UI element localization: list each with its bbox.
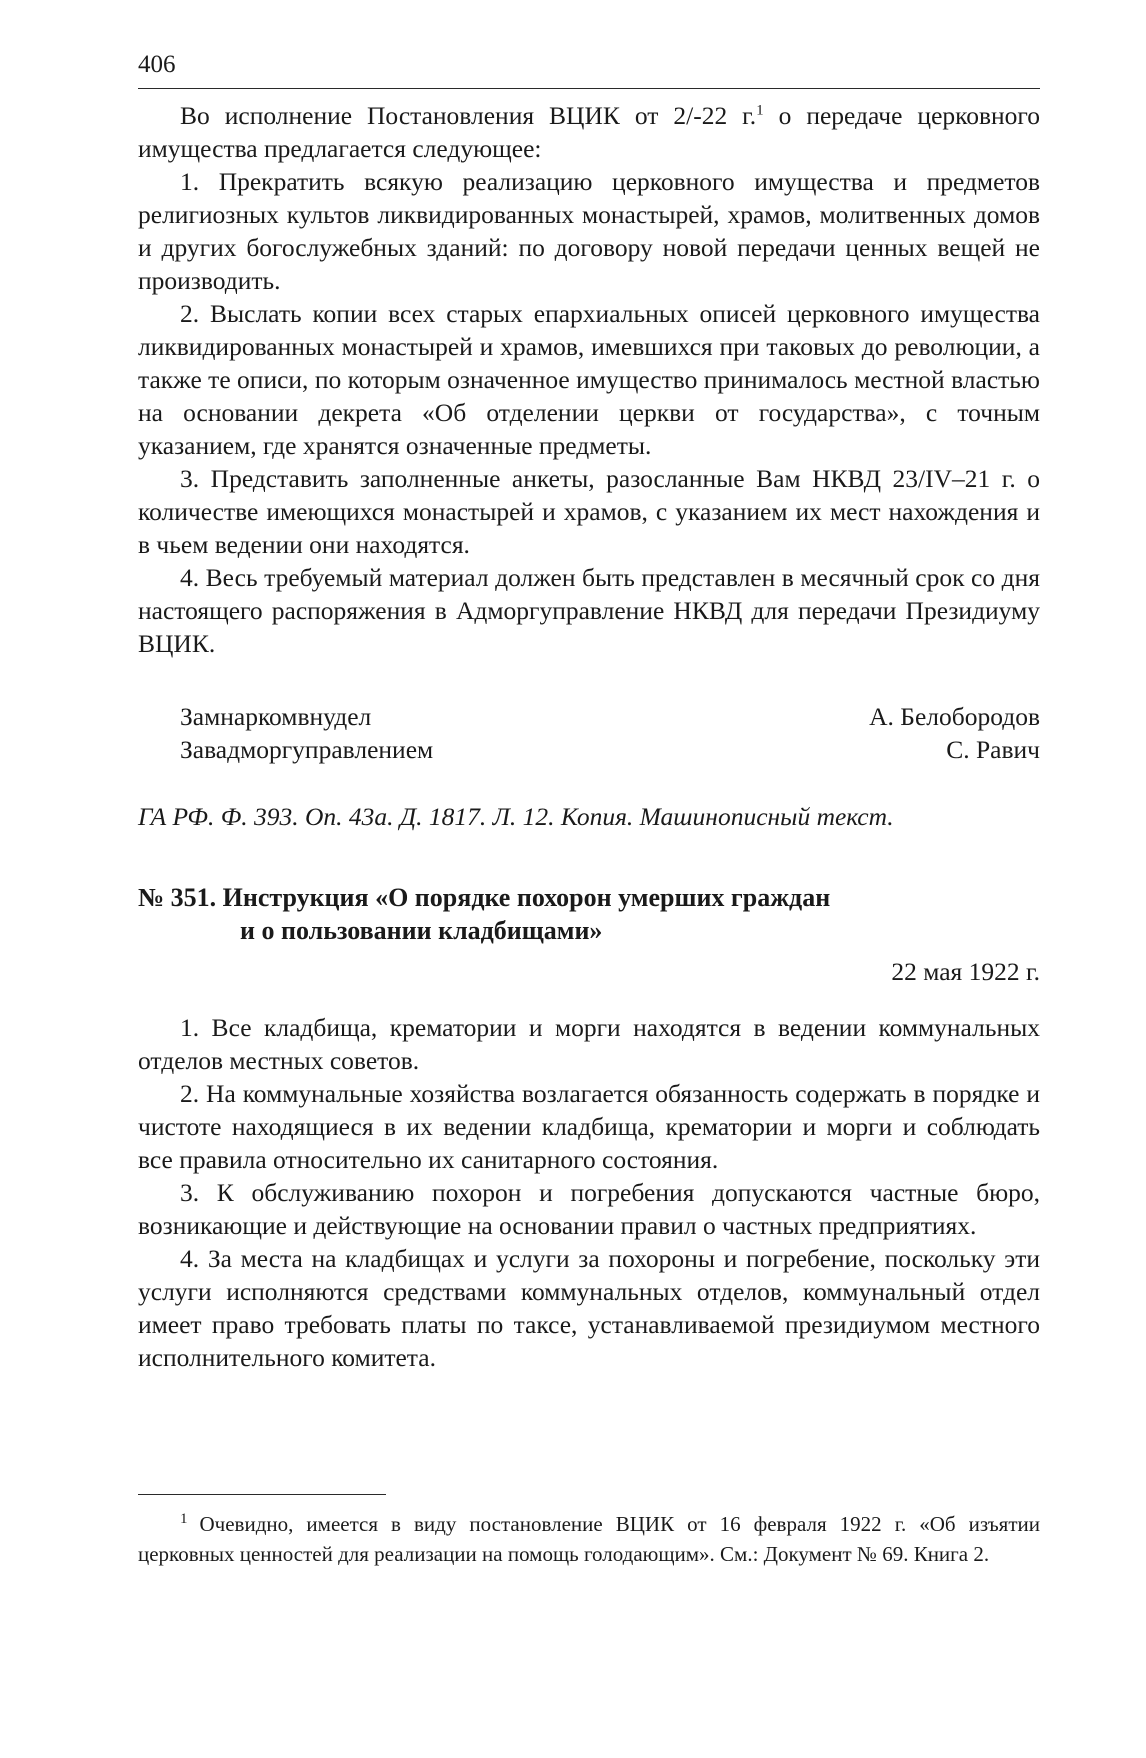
instruction-paragraph-3: 3. К обслуживанию похорон и погребения допускаются частные бюро, возникающие и действующие на основании правил о частных предприятиях. [138, 1178, 1040, 1240]
footnote-reference[interactable]: 1 [756, 102, 764, 119]
footnote-mark: 1 [180, 1511, 188, 1527]
signature-row [180, 700, 1040, 733]
signature-name: А. Белобородов [869, 702, 1040, 731]
document-title-line2: и о пользовании кладбищами» [240, 916, 603, 945]
letter-body [138, 99, 1040, 660]
signature-block [180, 700, 1040, 766]
instruction-paragraph-2: 2. На коммунальные хозяйства возлагается обязанность содержать в порядке и чистоте находящиеся в их ведении кладбища, крематории и морги и соблюдать все правила относительно их санитарного состояния. [138, 1079, 1040, 1174]
signature-position: Замнаркомвнудел [180, 702, 372, 731]
signature-position: Завадморгуправлением [180, 735, 434, 764]
footnote-text: Очевидно, имеется в виду постановление ВЦИК от 16 февраля 1922 г. «Об изъятии церковных ценностей для реализации на помощь голодающим». См.: Документ № 69. Книга 2. [138, 1512, 1040, 1566]
instruction-paragraph-1: 1. Все кладбища, крематории и морги находятся в ведении коммунальных отделов местных советов. [138, 1013, 1040, 1075]
footnote [138, 1509, 1040, 1569]
letter-paragraph-3: 3. Представить заполненные анкеты, разосланные Вам НКВД 23/IV–21 г. о количестве имеющихся монастырей и храмов, с указанием их мест нахождения и в чьем ведении они находятся. [138, 464, 1040, 559]
header-divider [138, 88, 1040, 89]
page-number: 406 [138, 51, 176, 78]
letter-paragraph-intro: Во исполнение Постановления ВЦИК от 2/-22 г.$^1$ о передаче церковного имущества предлагается следующее: [138, 101, 1040, 163]
signature-row [180, 733, 1040, 766]
instruction-paragraph-4: 4. За места на кладбищах и услуги за похороны и погребение, поскольку эти услуги исполняются средствами коммунальных отделов, коммунальный отдел имеет право требовать платы по таксе, устанавливаемой президиумом местного исполнительного комитета. [138, 1244, 1040, 1372]
instruction-body [138, 1011, 1040, 1374]
letter-paragraph-2: 2. Выслать копии всех старых епархиальных описей церковного имущества ликвидированных монастырей и храмов, имевшихся при таковых до революции, а также те описи, по которым означенное имущество принималось местной властью на основании декрета «Об отделении церкви от государства», с точным указанием, где хранятся означенные предметы. [138, 299, 1040, 460]
letter-paragraph-1: 1. Прекратить всякую реализацию церковного имущества и предметов религиозных культов ликвидированных монастырей, храмов, молитвенных домов и других богослужебных зданий: по договору новой передачи ценных вещей не производить. [138, 167, 1040, 295]
document-title [138, 881, 1040, 947]
signature-name: С. Равич [946, 735, 1040, 764]
footnote-divider [138, 1494, 386, 1495]
document-date: 22 мая 1922 г. [891, 957, 1040, 986]
letter-paragraph-4: 4. Весь требуемый материал должен быть представлен в месячный срок со дня настоящего распоряжения в Адморгуправление НКВД для передачи Президиуму ВЦИК. [138, 563, 1040, 658]
archival-source: ГА РФ. Ф. 393. Оп. 43а. Д. 1817. Л. 12. Копия. Машинописный текст. [138, 802, 894, 831]
document-title-line1: № 351. Инструкция «О порядке похорон умерших граждан [138, 883, 831, 912]
